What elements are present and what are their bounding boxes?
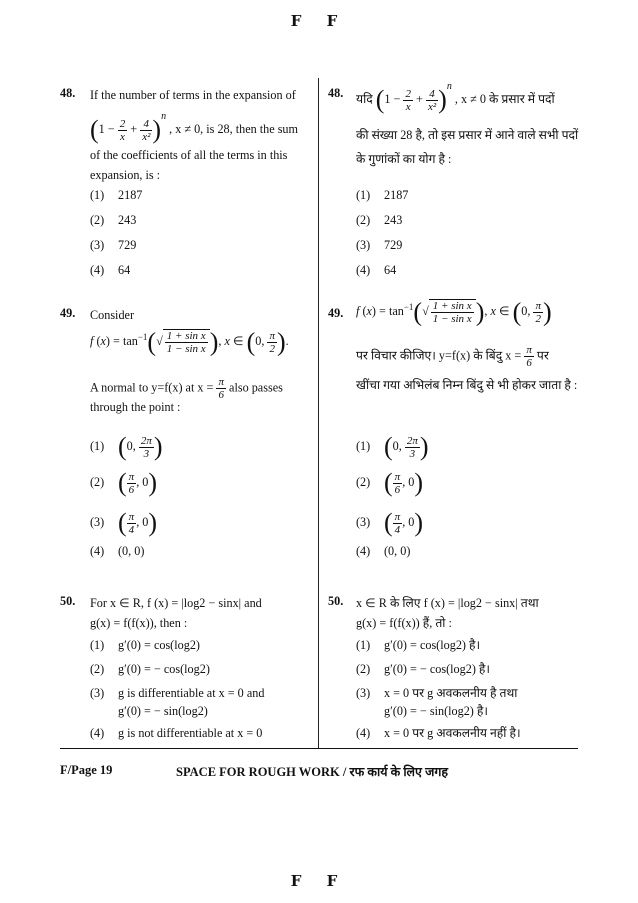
q49-option-3-en: (3) ( $\frac{\pi}{4}$ , 0) <box>90 508 158 538</box>
q50-hi-line2: g(x) = f(f(x)) हैं, तो : <box>356 616 452 630</box>
q48-text-line1: If the number of terms in the expansion of <box>90 88 296 102</box>
q50-hi-line1: x ∈ R के लिए f (x) = |log2 − sinx| तथा <box>356 596 539 610</box>
q49-option-4-en: (4) (0, 0) <box>90 544 145 558</box>
q49-number-hi: 49. <box>328 306 344 320</box>
q48-option-4-en: (4) 64 <box>90 263 131 277</box>
q50-option-1-hi: (1) g′(0) = cos(log2) है। <box>356 638 481 652</box>
q50-option-3-en: (3) g is differentiable at x = 0 and <box>90 686 265 700</box>
q49-option-2-en: (2) ( $\frac{\pi}{6}$ , 0) <box>90 468 158 498</box>
q48-text-line3: of the coefficients of all the terms in this <box>90 148 288 162</box>
column-divider <box>318 78 319 748</box>
q50-option-2-en: (2) g′(0) = − cos(log2) <box>90 662 210 676</box>
q49-function-hi: f $(x) = \tan^{-1}(√$ $\frac{\text{1 + sin x}}{\text{1 − sin x}}$ ), x ∈ (0, $\frac{\pi}{2}$ ) <box>356 297 552 327</box>
q49-option-3-hi: (3) ( $\frac{\pi}{4}$ , 0) <box>356 508 424 538</box>
q50-en-line2: g(x) = f(f(x)), then : <box>90 616 188 630</box>
q49-option-1-en: (1) (0, $\frac{2\pi}{3}$ ) <box>90 432 163 462</box>
q48-option-4-hi: (4) 64 <box>356 263 397 277</box>
q49-number-en: 49. <box>60 306 76 320</box>
q50-option-3-line2-hi: g′(0) = − sin(log2) है। <box>384 704 489 718</box>
q50-option-3-line2-en: g′(0) = − sin(log2) <box>118 704 208 718</box>
q49-option-1-hi: (1) (0, $\frac{2\pi}{3}$ ) <box>356 432 429 462</box>
q48-hi-line3: के गुणांकों का योग है : <box>356 152 452 166</box>
q49-normal-line: A normal to y=f(x) at x = $\frac{\pi}{6}$ also passes <box>90 376 283 401</box>
q48-option-1-en: (1) 2187 <box>90 188 143 202</box>
q48-expr-suffix-en: , x ≠ 0, is 28, then the sum <box>169 122 299 136</box>
page-number: F/Page 19 <box>60 763 113 777</box>
q48-hi-line2: की संख्या 28 है, तो इस प्रसार में आने वाले सभी पदों <box>356 128 579 142</box>
q49-hi-line2: पर विचार कीजिए। y=f(x) के बिंदु x = $\frac{\pi}{6}$ पर <box>356 344 549 369</box>
q49-option-4-hi: (4) (0, 0) <box>356 544 411 558</box>
rough-work-label: SPACE FOR ROUGH WORK / रफ कार्य के लिए जगह <box>176 765 449 779</box>
q48-text-line4: expansion, is : <box>90 168 161 182</box>
q49-option-2-hi: (2) ( $\frac{\pi}{6}$ , 0) <box>356 468 424 498</box>
q49-through-point: through the point : <box>90 400 181 414</box>
q48-option-3-en: (3) 729 <box>90 238 137 252</box>
q48-expression-hi: यदि (1 − $\frac{2}{x}$ + $\frac{4}{\text{x²}}$ )$^n$ , x ≠ 0 के प्रसार में पदों <box>356 81 555 115</box>
q48-option-3-hi: (3) 729 <box>356 238 403 252</box>
q48-option-1-hi: (1) 2187 <box>356 188 409 202</box>
footer-rule <box>60 748 578 749</box>
page-header: F F <box>290 12 348 30</box>
q50-option-2-hi: (2) g′(0) = − cos(log2) है। <box>356 662 491 676</box>
q48-number-en: 48. <box>60 86 76 100</box>
q49-function-en: f $(x) = \tan^{-1}(√$ $\frac{\text{1 + sin x}}{\text{1 − sin x}}$ ), x ∈ (0, $\frac{\pi}{2}$ ). <box>90 327 289 357</box>
q48-option-2-en: (2) 243 <box>90 213 137 227</box>
q50-option-4-hi: (4) x = 0 पर g अवकलनीय नहीं है। <box>356 726 521 740</box>
q50-number-hi: 50. <box>328 594 344 608</box>
page-footer-mark: F F <box>290 872 348 890</box>
q50-en-line1: For x ∈ R, f (x) = |log2 − sinx| and <box>90 596 262 610</box>
q50-option-3-hi: (3) x = 0 पर g अवकलनीय है तथा <box>356 686 518 700</box>
q49-consider: Consider <box>90 308 135 322</box>
q50-number-en: 50. <box>60 594 76 608</box>
q50-option-1-en: (1) g′(0) = cos(log2) <box>90 638 200 652</box>
q48-option-2-hi: (2) 243 <box>356 213 403 227</box>
q49-hi-line3: खींचा गया अभिलंब निम्न बिंदु से भी होकर जाता है : <box>356 378 578 392</box>
q48-expression-en: (1 − $\frac{2}{x}$ + $\frac{4}{\text{x²}}$ )$^n$ , x ≠ 0, is 28, then the sum <box>90 111 299 145</box>
q50-option-4-en: (4) g is not differentiable at x = 0 <box>90 726 263 740</box>
q48-number-hi: 48. <box>328 86 344 100</box>
